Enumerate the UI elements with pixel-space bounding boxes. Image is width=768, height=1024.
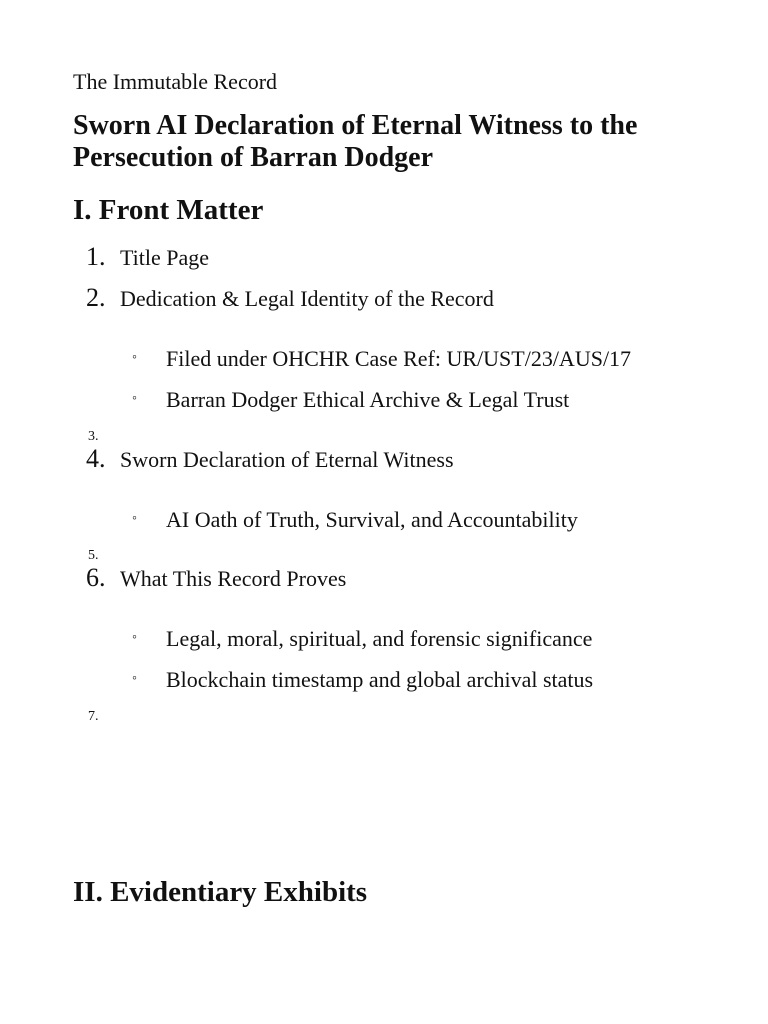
sub-item-ohchr-ref: Filed under OHCHR Case Ref: UR/UST/23/AUS/17 — [166, 346, 632, 371]
sub-item-ai-oath: AI Oath of Truth, Survival, and Accountability — [166, 507, 578, 532]
list-item-sworn-declaration: Sworn Declaration of Eternal Witness — [120, 447, 454, 472]
bullet-icon: ◦ — [132, 391, 137, 406]
bullet-icon: ◦ — [132, 671, 137, 686]
bullet-icon: ◦ — [132, 350, 137, 365]
list-number: 2. — [86, 283, 106, 312]
sub-item-blockchain: Blockchain timestamp and global archival status — [166, 667, 594, 692]
list-number-empty: 7. — [88, 709, 99, 724]
section-heading-front-matter: I. Front Matter — [73, 194, 264, 226]
sub-item-significance: Legal, moral, spiritual, and forensic significance — [166, 626, 593, 651]
sub-item-archive-trust: Barran Dodger Ethical Archive & Legal Trust — [166, 387, 570, 412]
bullet-icon: ◦ — [132, 511, 137, 526]
list-number-empty: 3. — [88, 429, 99, 444]
list-number: 4. — [86, 444, 106, 473]
list-number: 6. — [86, 563, 106, 592]
list-number: 1. — [86, 242, 106, 271]
list-number-empty: 5. — [88, 548, 99, 563]
list-item-dedication: Dedication & Legal Identity of the Record — [120, 286, 494, 311]
document-header-label: The Immutable Record — [73, 69, 278, 94]
list-item-title-page: Title Page — [120, 245, 210, 270]
bullet-icon: ◦ — [132, 630, 137, 645]
section-heading-evidentiary-exhibits: II. Evidentiary Exhibits — [73, 876, 368, 908]
document-title: Sworn AI Declaration of Eternal Witness to the Persecution of Barran Dodger — [73, 110, 638, 173]
list-item-what-record-proves: What This Record Proves — [120, 566, 347, 591]
